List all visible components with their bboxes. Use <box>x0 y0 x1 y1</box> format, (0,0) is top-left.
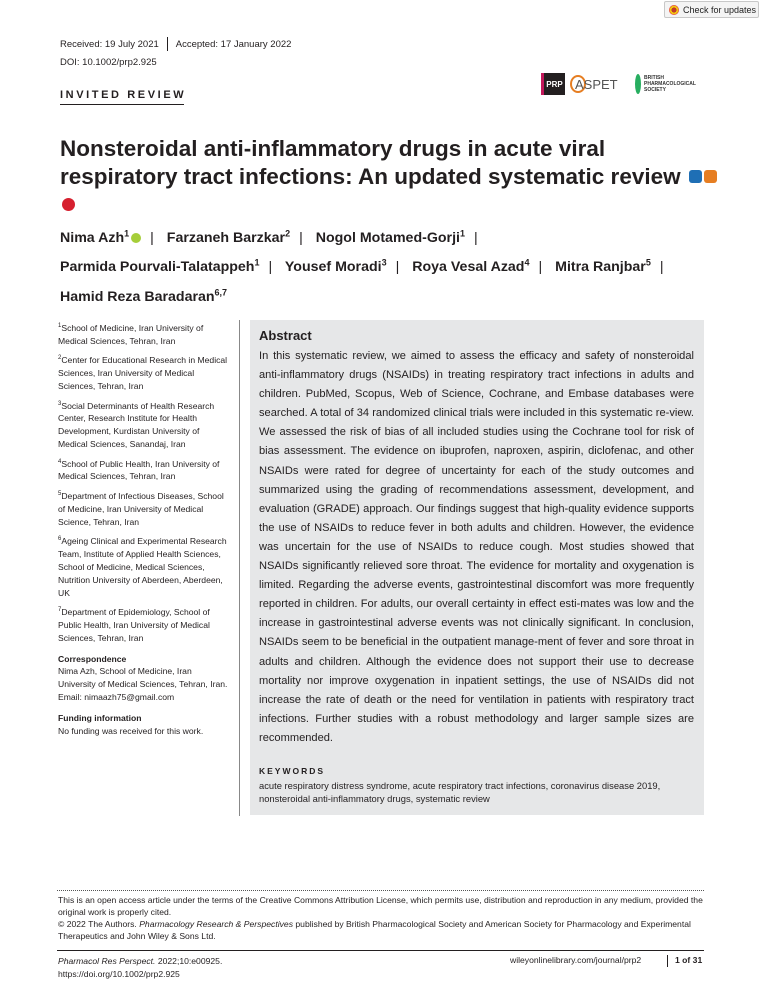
keywords-text: acute respiratory distress syndrome, acute respiratory tract infections, coronavirus disease 2019, nonsteroidal anti-inflammatory drugs, systematic review <box>259 780 661 804</box>
keywords-heading: KEYWORDS <box>259 766 326 776</box>
affiliation: $^7$Department of Epidemiology, School of Public Health, Iran University of Medical Sciences, Tehran, Iran <box>58 607 210 643</box>
correspondence-heading: Correspondence <box>58 653 127 664</box>
prp-logo <box>541 73 565 95</box>
affiliation: $^6$Ageing Clinical and Experimental Research Team, Institute of Applied Health Sciences, School of Medicine, Medical Sciences, Nutrition University of Aberdeen, Aberdeen, UK <box>58 536 227 598</box>
abstract-text: In this systematic review, we aimed to assess the efficacy and safety of nonsteroidal anti-inflammatory drugs (NSAIDs) in treating respiratory tract infections in adults and children. PubMed, Scopus, Web of Science, Cochrane, and Embase databases were searched. A total of 34 randomized clinical trials were included in this systematic re-view. We assessed the risk of bias of all included studies using the Cochrane tool for risk of bias assessment. The evidence on ibuprofen, naproxen, aspirin, diclofenac, and other NSAIDs were rated for degree of uncertainty for each of the study outcomes and summarized using the grading of recommendations assessment, development, and evaluation (GRADE) approach. Our findings suggest that high-quality evidence supports the use of NSAIDs to reduce fever in both adults and children. However, the evidence was uncertain for the use of NSAIDs to reduce cough. Most studies showed that NSAIDs significantly relieved sore throat. The evidence for mortality and oxygenation is limited. Regarding the adverse events, gastrointestinal discomfort was more frequently reported in children. For adults, our overall certainty in effect esti-mates was low and the increase in gastrointestinal adverse events was not clinically significant. In conclusion, NSAIDs seem to be beneficial in the outpatient manage-ment of fever and sore throat in adults and children. Although the evidence does not support their use to decrease mortality nor improve oxygenation in inpatient settings, the use of NSAIDs did not increase the rate of death or the need for ventilation in patients with respiratory tract infections. Further studies with a robust methodology and larger sample sizes are recommended. <box>259 350 694 744</box>
footer-divider-dotted <box>57 890 704 891</box>
affiliation: $^3$Social Determinants of Health Research Center, Research Institute for Health Development, Kurdistan University of Medical Sciences, Sanandaj, Iran <box>58 400 215 449</box>
aspet-logo <box>570 73 630 95</box>
affiliation: $^4$School of Public Health, Iran University of Medical Sciences, Tehran, Iran <box>58 458 220 482</box>
author-separator: | <box>659 259 664 276</box>
affiliations-column <box>58 320 228 737</box>
author[interactable]: Farzaneh Barzkar$^2$ <box>166 228 291 246</box>
crossmark-icon <box>669 5 679 15</box>
author-list <box>60 221 720 310</box>
author-separator: | <box>395 259 400 276</box>
author-separator: | <box>299 229 303 246</box>
funding-text: No funding was received for this work. <box>58 725 204 736</box>
author[interactable]: Nima Azh$^1$ <box>60 228 130 246</box>
author-separator: | <box>473 229 478 246</box>
author[interactable]: Roya Vesal Azad$^4$ <box>412 257 530 276</box>
article-dates <box>60 37 291 51</box>
accepted-date: Accepted: 17 January 2022 <box>175 38 292 50</box>
license-text: This is an open access article under the terms of the Creative Commons Attribution License, which permits use, distribution and reproduction in any medium, provided the original work is properly cited. <box>58 895 703 917</box>
preregistered-badge-icon[interactable] <box>62 198 75 211</box>
citation-url[interactable]: https://doi.org/10.1002/prp2.925 <box>58 968 180 979</box>
affiliation: $^5$Department of Infectious Diseases, School of Medicine, Iran University of Medical Science, Tehran, Iran <box>58 491 224 527</box>
funding-heading: Funding information <box>58 712 142 723</box>
orcid-icon[interactable] <box>131 233 141 243</box>
check-for-updates-button[interactable] <box>664 1 759 18</box>
date-divider <box>167 37 168 51</box>
article-title <box>60 135 720 219</box>
abstract-heading: Abstract <box>259 328 312 343</box>
copyright-text: © 2022 The Authors. Pharmacology Research & Perspectives published by British Pharmacological Society and American Society for Pharmacology and Experimental Therapeutics and John Wiley & Sons Ltd. <box>58 919 691 941</box>
bps-logo <box>635 72 695 96</box>
journal-site-link[interactable]: wileyonlinelibrary.com/journal/prp2 <box>510 955 642 965</box>
article-title-text: Nonsteroidal anti-inflammatory drugs in acute viral respiratory tract infections: An updated systematic review <box>60 136 681 189</box>
author[interactable]: Hamid Reza Baradaran$^{6,7}$ <box>60 287 228 306</box>
author[interactable]: Mitra Ranjbar$^5$ <box>555 257 651 276</box>
citation <box>58 955 222 980</box>
bps-logo-text: BRITISH PHARMACOLOGICAL SOCIETY <box>644 75 696 93</box>
footer-pipe <box>667 955 668 967</box>
license-notice <box>58 894 704 942</box>
correspondence-email[interactable]: Email: nimaazh75@gmail.com <box>58 691 175 702</box>
author-separator: | <box>538 259 543 276</box>
author[interactable]: Yousef Moradi$^3$ <box>284 257 387 276</box>
open-data-badge-icon[interactable] <box>689 170 702 183</box>
bps-emblem-icon <box>635 74 641 94</box>
correspondence-text: Nima Azh, School of Medicine, Iran University of Medical Sciences, Tehran, Iran. <box>58 666 228 690</box>
footer-divider <box>57 950 704 951</box>
author-separator: | <box>150 229 154 246</box>
article-type-underline <box>60 104 184 105</box>
doi[interactable]: DOI: 10.1002/prp2.925 <box>60 57 157 68</box>
citation-journal: Pharmacol Res Perspect. 2022;10:e00925. <box>58 956 223 966</box>
author-separator: | <box>268 259 273 276</box>
affiliation: $^2$Center for Educational Research in Medical Sciences, Iran University of Medical Sciences, Tehran, Iran <box>58 355 228 391</box>
aspet-logo-text: ASPET <box>575 76 618 92</box>
affiliation: $^1$School of Medicine, Iran University of Medical Sciences, Tehran, Iran <box>58 322 204 346</box>
author[interactable]: Parmida Pourvali-Talatappeh$^1$ <box>60 257 260 276</box>
check-for-updates-label: Check for updates <box>683 4 757 15</box>
prp-logo-text: PRP <box>546 79 563 89</box>
page-number: 1 of 31 <box>675 955 703 965</box>
received-date: Received: 19 July 2021 <box>60 38 159 50</box>
author[interactable]: Nogol Motamed-Gorji$^1$ <box>315 228 465 246</box>
article-type: INVITED REVIEW <box>60 89 187 101</box>
open-materials-badge-icon[interactable] <box>704 170 717 183</box>
column-divider <box>239 320 240 816</box>
